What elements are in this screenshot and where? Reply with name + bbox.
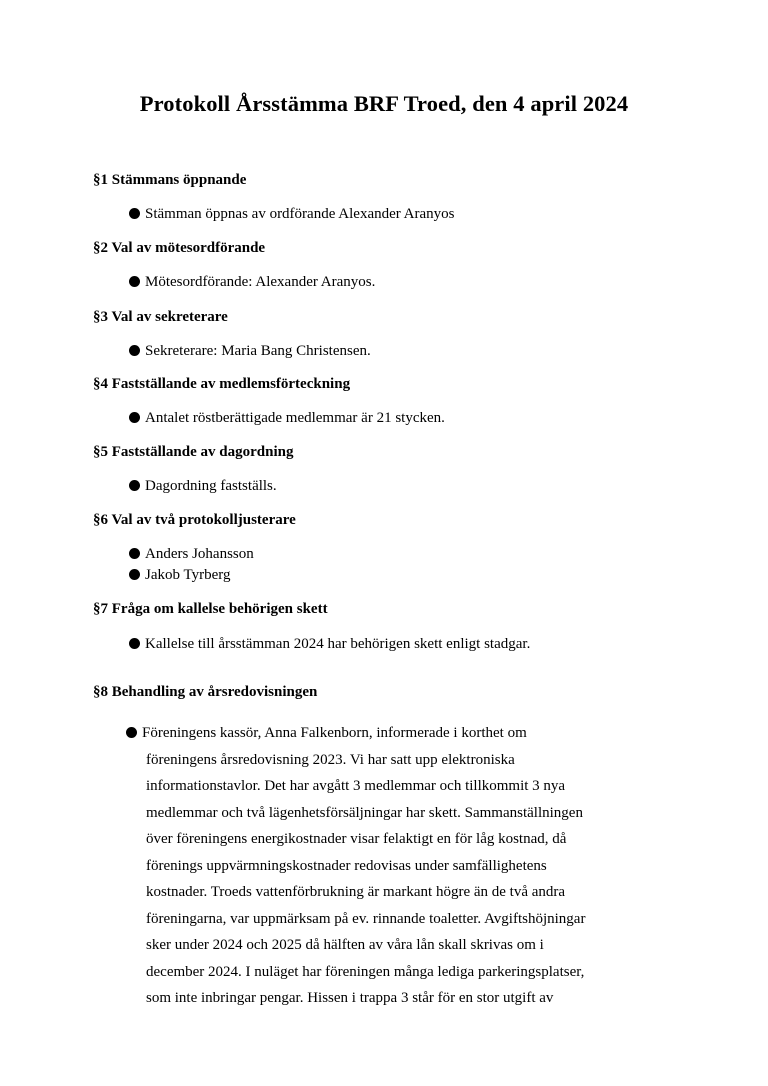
paragraph-line: [126, 720, 646, 747]
section-4-bullet: [129, 410, 445, 427]
section-heading-7: §7 Fråga om kallelse behörigen skett: [93, 601, 328, 617]
paragraph-line: föreningarna, var uppmärksam på ev. rinnande toaletter. Avgiftshöjningar: [146, 910, 586, 927]
paragraph-line: medlemmar och två lägenhetsförsäljningar har skett. Sammanställningen: [146, 804, 583, 821]
bullet-text: Sekreterare: Maria Bang Christensen.: [145, 343, 371, 359]
bullet-icon: [129, 548, 140, 559]
section-heading-2: §2 Val av mötesordförande: [93, 240, 266, 256]
section-8-paragraph: [126, 720, 646, 1012]
section-7-bullet: [129, 636, 530, 653]
section-heading-1: §1 Stämmans öppnande: [93, 172, 247, 188]
section-heading-4: §4 Fastställande av medlemsförteckning: [93, 376, 351, 392]
paragraph-line: över föreningens energikostnader visar felaktigt en för låg kostnad, då: [146, 831, 567, 847]
bullet-icon: [129, 412, 140, 423]
bullet-icon: [129, 569, 140, 580]
bullet-icon: [126, 727, 137, 738]
paragraph-line: förenings uppvärmningskostnader redovisas under samfällighetens: [146, 857, 547, 874]
section-6-bullet-1: [129, 546, 254, 563]
bullet-icon: [129, 480, 140, 491]
paragraph-line: sker under 2024 och 2025 då hälften av våra lån skall skrivas om i: [146, 937, 544, 953]
section-1-bullet: [129, 206, 455, 223]
section-2-bullet: [129, 274, 375, 291]
section-heading-3: §3 Val av sekreterare: [93, 309, 228, 325]
bullet-text: Stämman öppnas av ordförande Alexander Aranyos: [145, 206, 455, 222]
bullet-text: Dagordning fastställs.: [145, 478, 277, 494]
bullet-text: Antalet röstberättigade medlemmar är 21 stycken.: [145, 410, 445, 426]
paragraph-line: december 2024. I nuläget har föreningen många lediga parkeringsplatser,: [146, 963, 585, 980]
paragraph-line: informationstavlor. Det har avgått 3 medlemmar och tillkommit 3 nya: [146, 778, 566, 794]
bullet-icon: [129, 276, 140, 287]
paragraph-line: kostnader. Troeds vattenförbrukning är markant högre än de två andra: [146, 884, 566, 900]
paragraph-line: som inte inbringar pengar. Hissen i trappa 3 står för en stor utgift av: [146, 990, 554, 1006]
bullet-text: Jakob Tyrberg: [145, 567, 231, 583]
bullet-text: Kallelse till årsstämman 2024 har behörigen skett enligt stadgar.: [145, 636, 531, 652]
section-heading-8: §8 Behandling av årsredovisningen: [93, 684, 318, 700]
section-heading-6: §6 Val av två protokolljusterare: [93, 512, 296, 528]
paragraph-line: föreningens årsredovisning 2023. Vi har satt upp elektroniska: [146, 751, 515, 768]
section-heading-5: §5 Fastställande av dagordning: [93, 444, 294, 460]
section-5-bullet: [129, 478, 277, 495]
bullet-text: Mötesordförande: Alexander Aranyos.: [145, 274, 376, 290]
bullet-icon: [129, 208, 140, 219]
bullet-icon: [129, 638, 140, 649]
bullet-text: Anders Johansson: [145, 546, 254, 562]
section-3-bullet: [129, 343, 371, 360]
section-6-bullet-2: [129, 567, 230, 584]
document-title: Protokoll Årsstämma BRF Troed, den 4 april 2024: [139, 91, 629, 116]
paragraph-line-text: Föreningens kassör, Anna Falkenborn, informerade i korthet om: [142, 725, 527, 741]
bullet-icon: [129, 345, 140, 356]
